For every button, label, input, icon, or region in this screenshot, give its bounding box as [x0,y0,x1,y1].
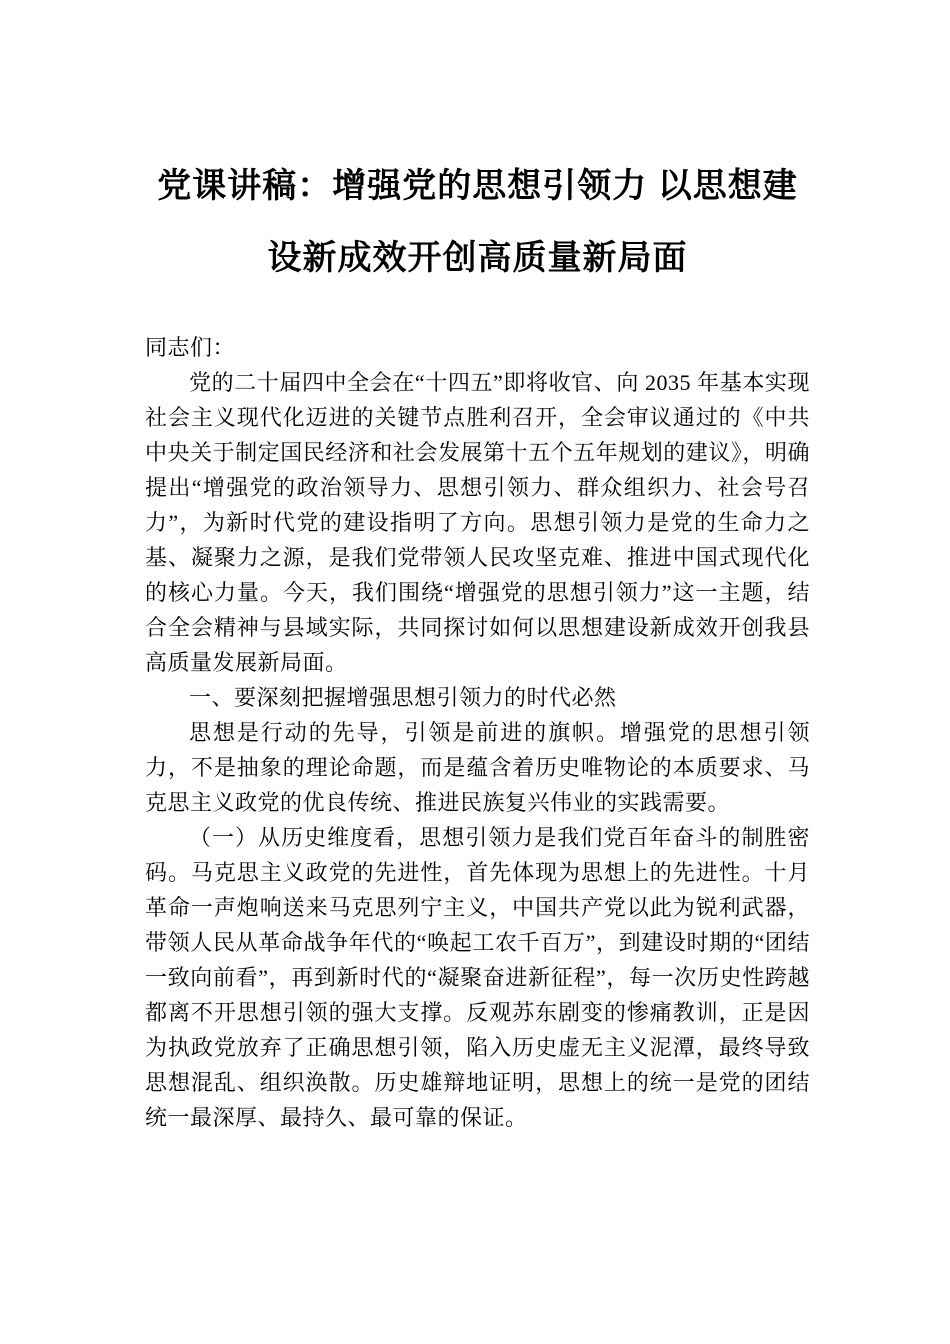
salutation: 同志们： [145,335,236,360]
body-paragraph-3: （一）从历史维度看，思想引领力是我们党百年奋斗的制胜密码。马克思主义政党的先进性，首先体现为思想上的先进性。十月革命一声炮响送来马克思列宁主义，中国共产党以此为锐利武器，带领人民从革命战争年代的“唤起工农千百万”，到建设时期的“团结一致向前看”，再到新时代的“凝聚奋进新征程”，每一次历史性跨越都离不开思想引领的强大支撑。反观苏东剧变的惨痛教训，正是因为执政党放弃了正确思想引领，陷入历史虚无主义泥潭，最终导致思想混乱、组织涣散。历史雄辩地证明，思想上的统一是党的团结统一最深厚、最持久、最可靠的保证。 [145,825,810,1130]
body-paragraph-2: 思想是行动的先导，引领是前进的旗帜。增强党的思想引领力，不是抽象的理论命题，而是蕴含着历史唯物论的本质要求、马克思主义政党的优良传统、推进民族复兴伟业的实践需要。 [145,720,810,815]
title-line-2: 设新成效开创高质量新局面 [267,239,688,277]
page-title [145,150,810,294]
body-paragraph-intro: 党的二十届四中全会在“十四五”即将收官、向 2035 年基本实现社会主义现代化迈进的关键节点胜利召开，全会审议通过的《中共中央关于制定国民经济和社会发展第十五个五年规划的建议》，明确提出“增强党的政治领导力、思想引领力、群众组织力、社会号召力”，为新时代党的建设指明了方向。思想引领力是党的生命力之基、凝聚力之源，是我们党带领人民攻坚克难、推进中国式现代化的核心力量。今天，我们围绕“增强党的思想引领力”这一主题，结合全会精神与县域实际，共同探讨如何以思想建设新成效开创我县高质量发展新局面。 [145,370,810,675]
title-line-1: 党课讲稿：增强党的思想引领力 以思想建 [157,167,798,205]
section-heading-1: 一、要深刻把握增强思想引领力的时代必然 [189,685,617,710]
